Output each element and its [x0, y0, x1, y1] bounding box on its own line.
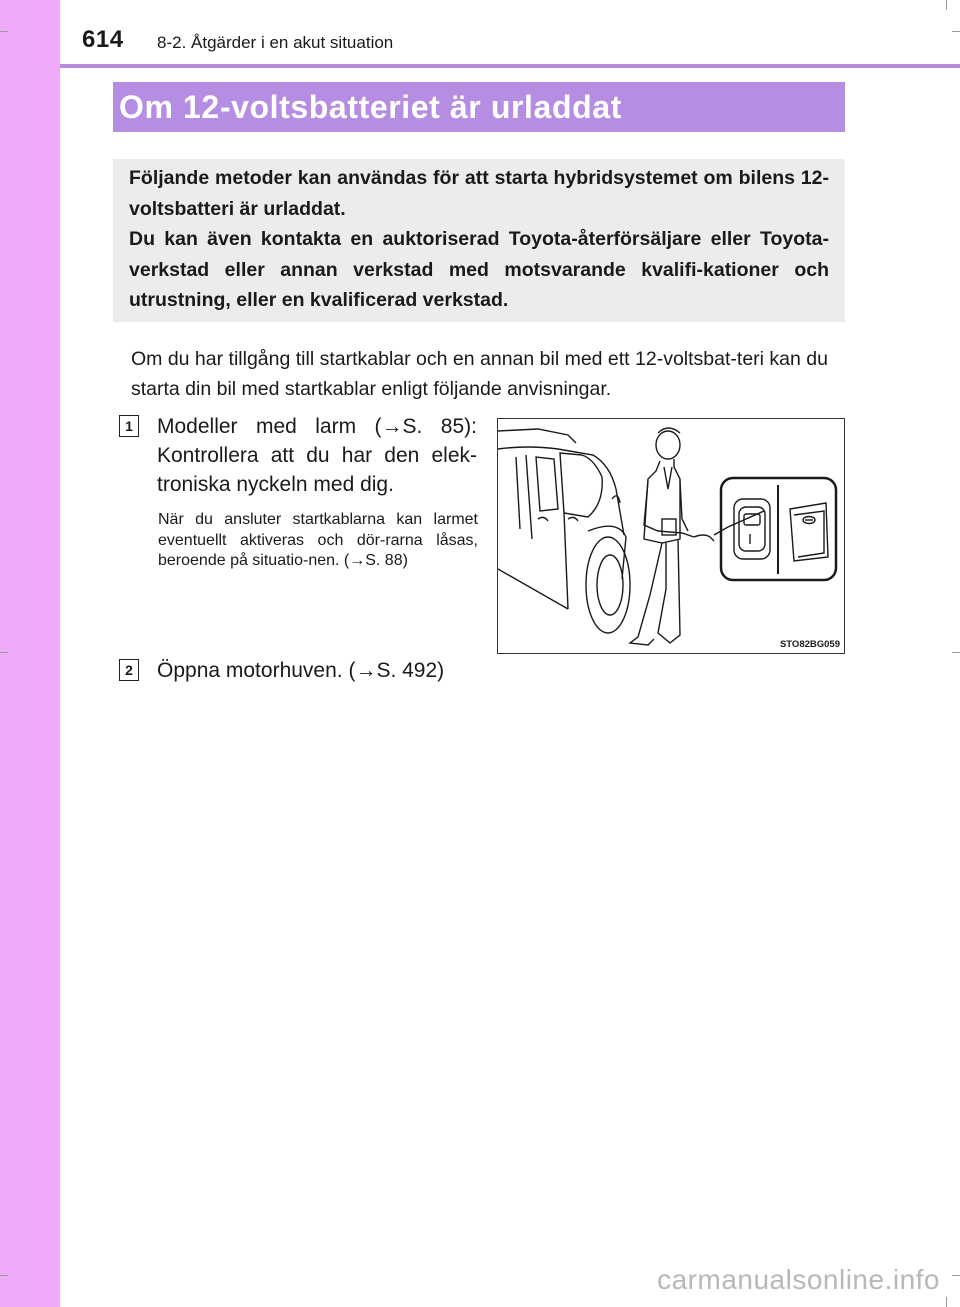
intro-paragraph: Du kan även kontakta en auktoriserad Toyota-återförsäljare eller Toyota-verkstad eller annan verkstad med motsvarande kvalifi-kationer och utrustning, eller en kvalificerad verkstad.: [129, 228, 829, 311]
crop-mark: [952, 1275, 960, 1276]
intro-box: [113, 159, 845, 322]
crop-mark: [952, 652, 960, 653]
watermark: carmanualsonline.info: [657, 1264, 940, 1295]
header-divider: [60, 64, 960, 68]
crop-mark: [946, 1297, 947, 1307]
step-number-badge: 2: [119, 659, 139, 681]
section-title: Om 12-voltsbatteriet är urladdat: [113, 82, 845, 132]
side-tab-strip: [0, 0, 60, 1307]
body-paragraph: Om du har tillgång till startkablar och en annan bil med ett 12-voltsbat-teri kan du starta din bil med startkablar enligt följande anvisningar.: [131, 348, 828, 400]
crop-mark: [946, 0, 947, 10]
crop-mark: [0, 31, 8, 32]
step-note: När du ansluter startkablarna kan larmet eventuellt aktiveras och dör-rarna låsas, beroende på situatio-nen. (→S. 88): [158, 511, 478, 569]
page-number: 614: [82, 26, 124, 53]
person-car-key-drawing: [498, 419, 845, 654]
crop-mark: [952, 31, 960, 32]
intro-paragraph: Följande metoder kan användas för att starta hybridsystemet om bilens 12-voltsbatteri är urladdat.: [129, 167, 829, 220]
key-illustration: [497, 418, 845, 654]
step-text: Modeller med larm (→S. 85): Kontrollera att du har den elek-troniska nyckeln med dig.: [157, 415, 477, 496]
step-text: Öppna motorhuven. (→S. 492): [157, 659, 445, 682]
running-header: 8-2. Åtgärder i en akut situation: [157, 33, 394, 52]
crop-mark: [0, 652, 8, 653]
crop-mark: [0, 1275, 8, 1276]
image-code: STO82BG059: [779, 639, 840, 650]
step-number-badge: 1: [119, 415, 139, 437]
